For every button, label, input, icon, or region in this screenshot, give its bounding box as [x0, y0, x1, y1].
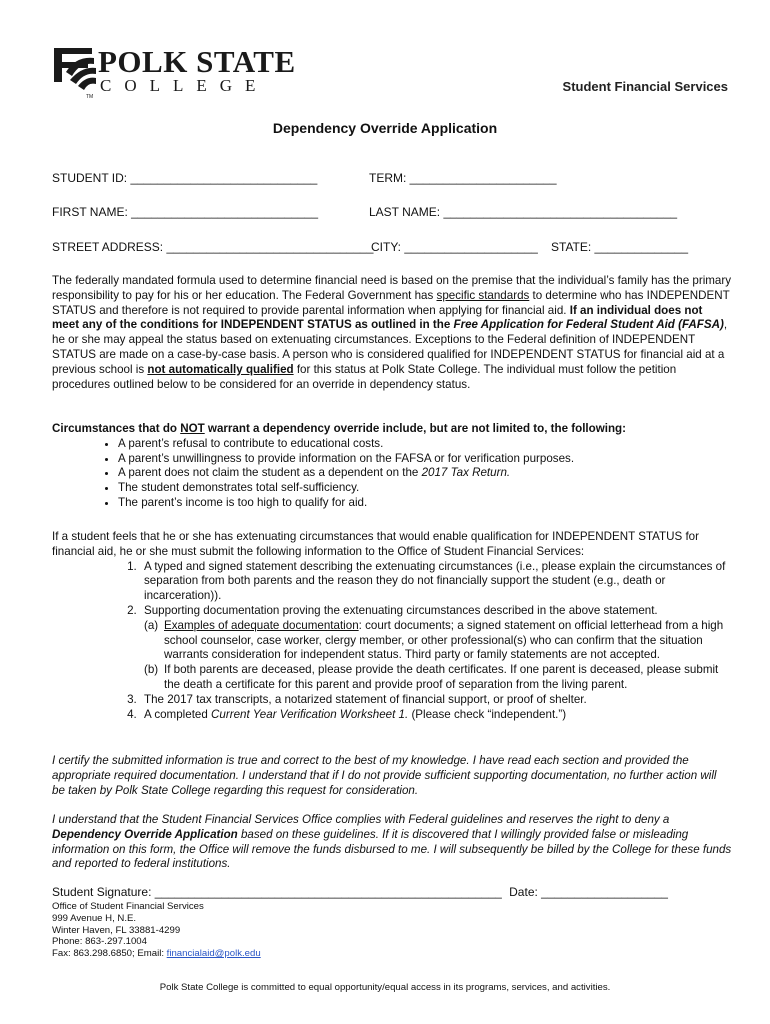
- office-phone: Phone: 863-.297.1004: [52, 936, 147, 948]
- first-name-field[interactable]: FIRST NAME: ____________________________: [52, 205, 318, 219]
- requirements-list: [52, 560, 732, 723]
- specific-standards-link[interactable]: specific standards: [436, 288, 530, 302]
- circumstances-heading-1: Circumstances that do: [52, 422, 181, 435]
- certification-statement: I certify the submitted information is true and correct to the best of my knowledge. I have read each section and provided the appropriate required documentation. I understand that if I do not provide sufficient supporting documentation, no further action will be taken by Polk State College regarding this request for consideration.: [52, 754, 717, 797]
- list-item: 3. The 2017 tax transcripts, a notarized statement of financial support, or proof of shelter.: [140, 693, 732, 708]
- understanding-statement: [52, 813, 732, 872]
- list-item-text: A parent does not claim the student as a dependent on the: [118, 466, 422, 480]
- intro-text-6: for this status at Polk State College. The individual must follow the petition procedures outlined below to be considered for an override in dependency status.: [52, 362, 677, 391]
- email-link[interactable]: financialaid@polk.edu: [166, 948, 261, 960]
- department-name: Student Financial Services: [562, 79, 728, 94]
- list-item: [140, 708, 732, 723]
- circumstances-list: [52, 437, 732, 511]
- sub-item-mark: (b): [144, 663, 159, 677]
- office-contact: [52, 901, 261, 960]
- logo-wordmark-line2: COLLEGE: [100, 76, 269, 95]
- signature-row: [52, 885, 668, 899]
- circumstances-heading-not: NOT: [180, 422, 205, 435]
- term-field[interactable]: TERM: ______________________: [369, 171, 557, 185]
- sub-item-b: [144, 663, 732, 693]
- student-id-field[interactable]: STUDENT ID: ____________________________: [52, 171, 318, 185]
- list-item: • The student demonstrates total self-sufficiency.: [118, 481, 732, 496]
- signature-input[interactable]: ____________________________________________________: [154, 885, 502, 899]
- state-field[interactable]: STATE: ______________: [551, 240, 688, 254]
- application-name: Dependency Override Application: [52, 827, 238, 841]
- list-item-text: Supporting documentation proving the extenuating circumstances described in the above statement.: [144, 603, 658, 617]
- tax-return-name: 2017 Tax Return.: [421, 466, 511, 480]
- intro-text-1: The federally mandated formula used to determine financial need is based on the premise that the individual’s family has the primary responsibility to pay for his or her education. The Federal Government has: [52, 274, 732, 302]
- extenuating-section: [52, 530, 732, 722]
- extenuating-intro: If a student feels that he or she has extenuating circumstances that would enable qualification for INDEPENDENT STATUS for financial aid, he or she must submit the following information to the Office of Student Financial Services:: [52, 530, 699, 558]
- intro-text-2: to determine who has INDEPENDENT STATUS and therefore is not required to provide parental information when applying for financial aid.: [52, 288, 730, 317]
- office-fax-email: [52, 948, 261, 960]
- list-item-text: A completed: [144, 707, 212, 721]
- svg-text:TM: TM: [86, 94, 94, 100]
- list-item: • The parent’s income is too high to qualify for aid.: [118, 496, 732, 511]
- understanding-text-1: I understand that the Student Financial Services Office complies with Federal guidelines and reserves the right to deny a: [52, 813, 670, 826]
- last-name-field[interactable]: LAST NAME: ___________________________________: [369, 205, 678, 219]
- circumstances-heading-2: warrant a dependency override include, but are not limited to, the following:: [204, 422, 626, 435]
- list-item-text: (Please check “independent.”): [408, 707, 567, 721]
- office-name: Office of Student Financial Services: [52, 901, 204, 912]
- sub-item-a: [144, 619, 732, 663]
- list-item: [140, 604, 732, 693]
- list-item: 1. A typed and signed statement describing the extenuating circumstances (i.e., please explain the circumstances of separation from both parents and the reason they do not financially support the student (e.g., death or incarceration)).: [140, 560, 732, 604]
- understanding-text-2: based on these guidelines. If it is discovered that I willingly provided false or misleading information on this form, the Office will remove the funds disbursed to me. I will subsequently be billed by the College for these funds and reported to federal institutions.: [52, 827, 732, 871]
- date-label: Date: __________: [509, 885, 608, 899]
- list-item: • A parent’s refusal to contribute to educational costs.: [118, 437, 732, 452]
- list-item: • A parent’s unwillingness to provide information on the FAFSA or for verification purposes.: [118, 452, 732, 467]
- circumstances-heading: [52, 422, 732, 437]
- signature-label: Student Signature:: [52, 885, 155, 899]
- intro-text-4: , he or she may appeal the status based on extenuating circumstances. Exceptions to the Federal definition of INDEPENDENT STATUS are made on a case-by-case basis. A person who is considered qualified for INDEPENDENT STATUS for financial aid at a previous school is: [52, 318, 728, 376]
- list-item: [118, 466, 732, 481]
- worksheet-name: Current Year Verification Worksheet 1.: [211, 707, 409, 721]
- not-automatically-qualified: not automatically qualified: [147, 362, 294, 376]
- intro-bold-text: If an individual does not meet any of the conditions for INDEPENDENT STATUS as outlined in the: [52, 303, 703, 332]
- fafsa-name: Free Application for Federal Student Aid (FAFSA): [453, 318, 724, 332]
- footer-statement: Polk State College is committed to equal opportunity/equal access in its programs, services, and activities.: [159, 982, 611, 993]
- street-address-field[interactable]: STREET ADDRESS: _______________________________: [52, 240, 374, 254]
- circumstances-section: [52, 422, 732, 511]
- logo-wordmark-line1: POLK STATE: [98, 44, 296, 79]
- sub-list: [144, 619, 732, 693]
- office-street: 999 Avenue H, N.E.: [52, 912, 137, 924]
- sub-item-text: : court documents; a signed statement on official letterhead from a high school counselor, case worker, clergy member, or other professional(s) who can confirm that the situation warrants consideration for independent status. Third party or family statements are not accepted.: [164, 618, 724, 662]
- intro-paragraph: [52, 274, 732, 392]
- form-title: Dependency Override Application: [272, 120, 498, 136]
- date-input[interactable]: _________: [607, 885, 668, 899]
- sub-item-mark: (a): [144, 618, 159, 632]
- adequate-documentation-label: Examples of adequate documentation: [164, 618, 359, 632]
- city-field[interactable]: CITY: ____________________: [371, 240, 538, 254]
- fax-text: Fax: 863.298.6850; Email:: [52, 948, 167, 960]
- office-city: Winter Haven, FL 33881-4299: [52, 924, 181, 936]
- sub-item-text: If both parents are deceased, please provide the death certificates. If one parent is deceased, please submit the death a certificate for this parent and provide proof of separation from the living parent.: [164, 663, 719, 691]
